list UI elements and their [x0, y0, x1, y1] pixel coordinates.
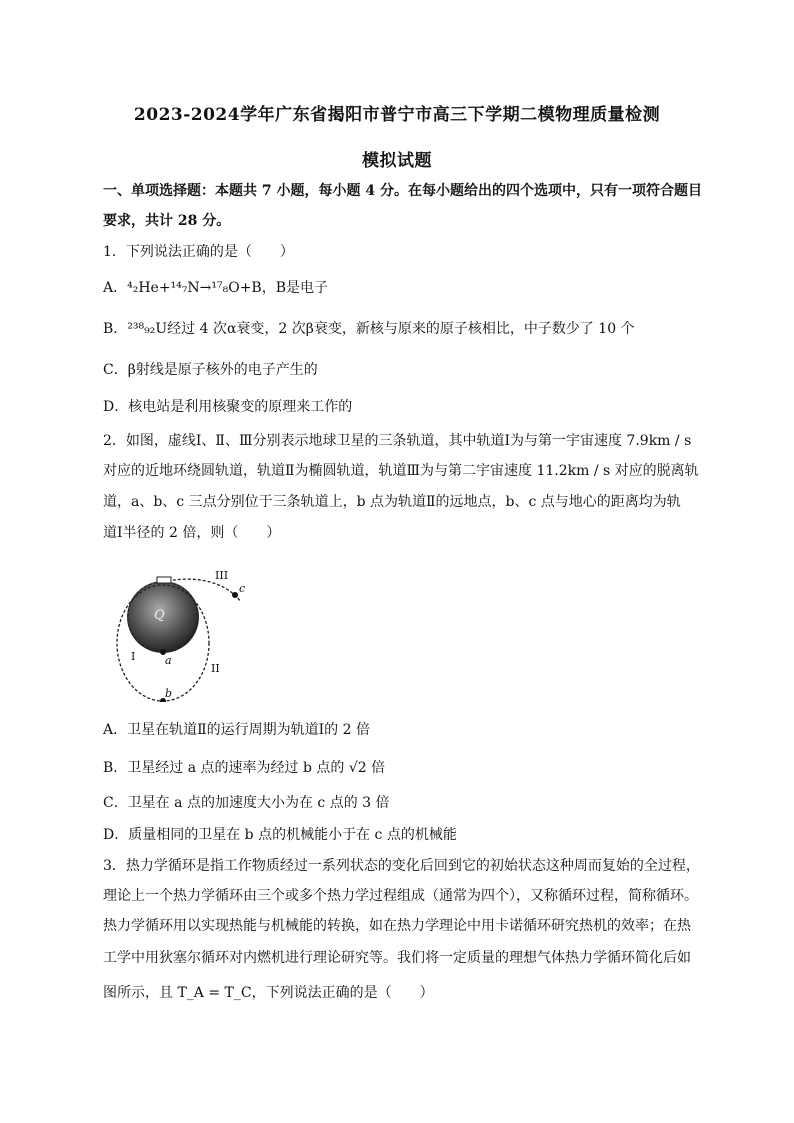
q3-stem-line2: 理论上一个热力学循环由三个或多个热力学过程组成（通常为四个），又称循环过程，简称循环。 [103, 888, 698, 904]
section-header-cont: 要求，共计 28 分。 [103, 213, 231, 229]
label-orbit-ii: II [211, 662, 220, 675]
q2-stem-line2: 对应的近地环绕圆轨道，轨道Ⅱ为椭圆轨道，轨道Ⅲ为与第二宇宙速度 11.2km / s 对应的脱离轨 [103, 463, 699, 479]
q2-stem-line4: 道Ⅰ半径的 2 倍，则（ ） [103, 525, 281, 541]
q2-option-b: B．卫星经过 a 点的速率为经过 b 点的 √2 倍 [103, 760, 386, 776]
q3-stem-line1: 3．热力学循环是指工作物质经过一系列状态的变化后回到它的初始状态这种周而复始的全过程， [103, 858, 700, 874]
orbit-diagram [103, 562, 253, 702]
launch-marker [157, 577, 171, 583]
q1-option-b: B．²³⁸₉₂U经过 4 次α衰变，2 次β衰变，新核与原来的原子核相比，中子数少了 10 个 [103, 321, 635, 337]
label-orbit-iii: III [215, 569, 229, 582]
label-q: Q [154, 608, 165, 623]
label-c: c [239, 582, 246, 595]
q1-option-d: D．核电站是利用核聚变的原理来工作的 [103, 399, 353, 415]
section-header: 一、单项选择题：本题共 7 小题，每小题 4 分。在每小题给出的四个选项中，只有一项符合题目 [103, 183, 702, 199]
q3-stem-line4: 工学中用狄塞尔循环对内燃机进行理论研究等。我们将一定质量的理想气体热力学循环简化后如 [103, 950, 691, 966]
label-a: a [165, 654, 172, 667]
label-b: b [165, 687, 173, 700]
q2-option-d: D．质量相同的卫星在 b 点的机械能小于在 c 点的机械能 [103, 827, 457, 843]
q3-stem-line3: 热力学循环用以实现热能与机械能的转换，如在热力学理论中用卡诺循环研究热机的效率；在热 [103, 918, 691, 934]
q1-option-c: C．β射线是原子核外的电子产生的 [103, 362, 318, 378]
q2-stem-line1: 2．如图，虚线Ⅰ、Ⅱ、Ⅲ分别表示地球卫星的三条轨道，其中轨道Ⅰ为与第一宇宙速度 7.9km / s [103, 433, 692, 449]
q2-option-a: A．卫星在轨道Ⅱ的运行周期为轨道Ⅰ的 2 倍 [103, 722, 370, 738]
q1-option-a: A．⁴₂He+¹⁴₇N→¹⁷₈O+B，B是电子 [103, 280, 328, 296]
q3-stem-line5: 图所示，且 T_A = T_C，下列说法正确的是（ ） [103, 985, 434, 1001]
page-title: 2023-2024学年广东省揭阳市普宁市高三下学期二模物理质量检测 [133, 105, 661, 125]
q2-option-c: C．卫星在 a 点的加速度大小为在 c 点的 3 倍 [103, 795, 390, 811]
label-orbit-i: I [131, 650, 136, 663]
point-c [232, 592, 238, 598]
q2-stem-line3: 道，a、b、c 三点分别位于三条轨道上，b 点为轨道Ⅱ的远地点，b、c 点与地心的距离均为轨 [103, 494, 681, 510]
q1-stem: 1．下列说法正确的是（ ） [103, 244, 294, 260]
page-subtitle: 模拟试题 [362, 151, 432, 171]
